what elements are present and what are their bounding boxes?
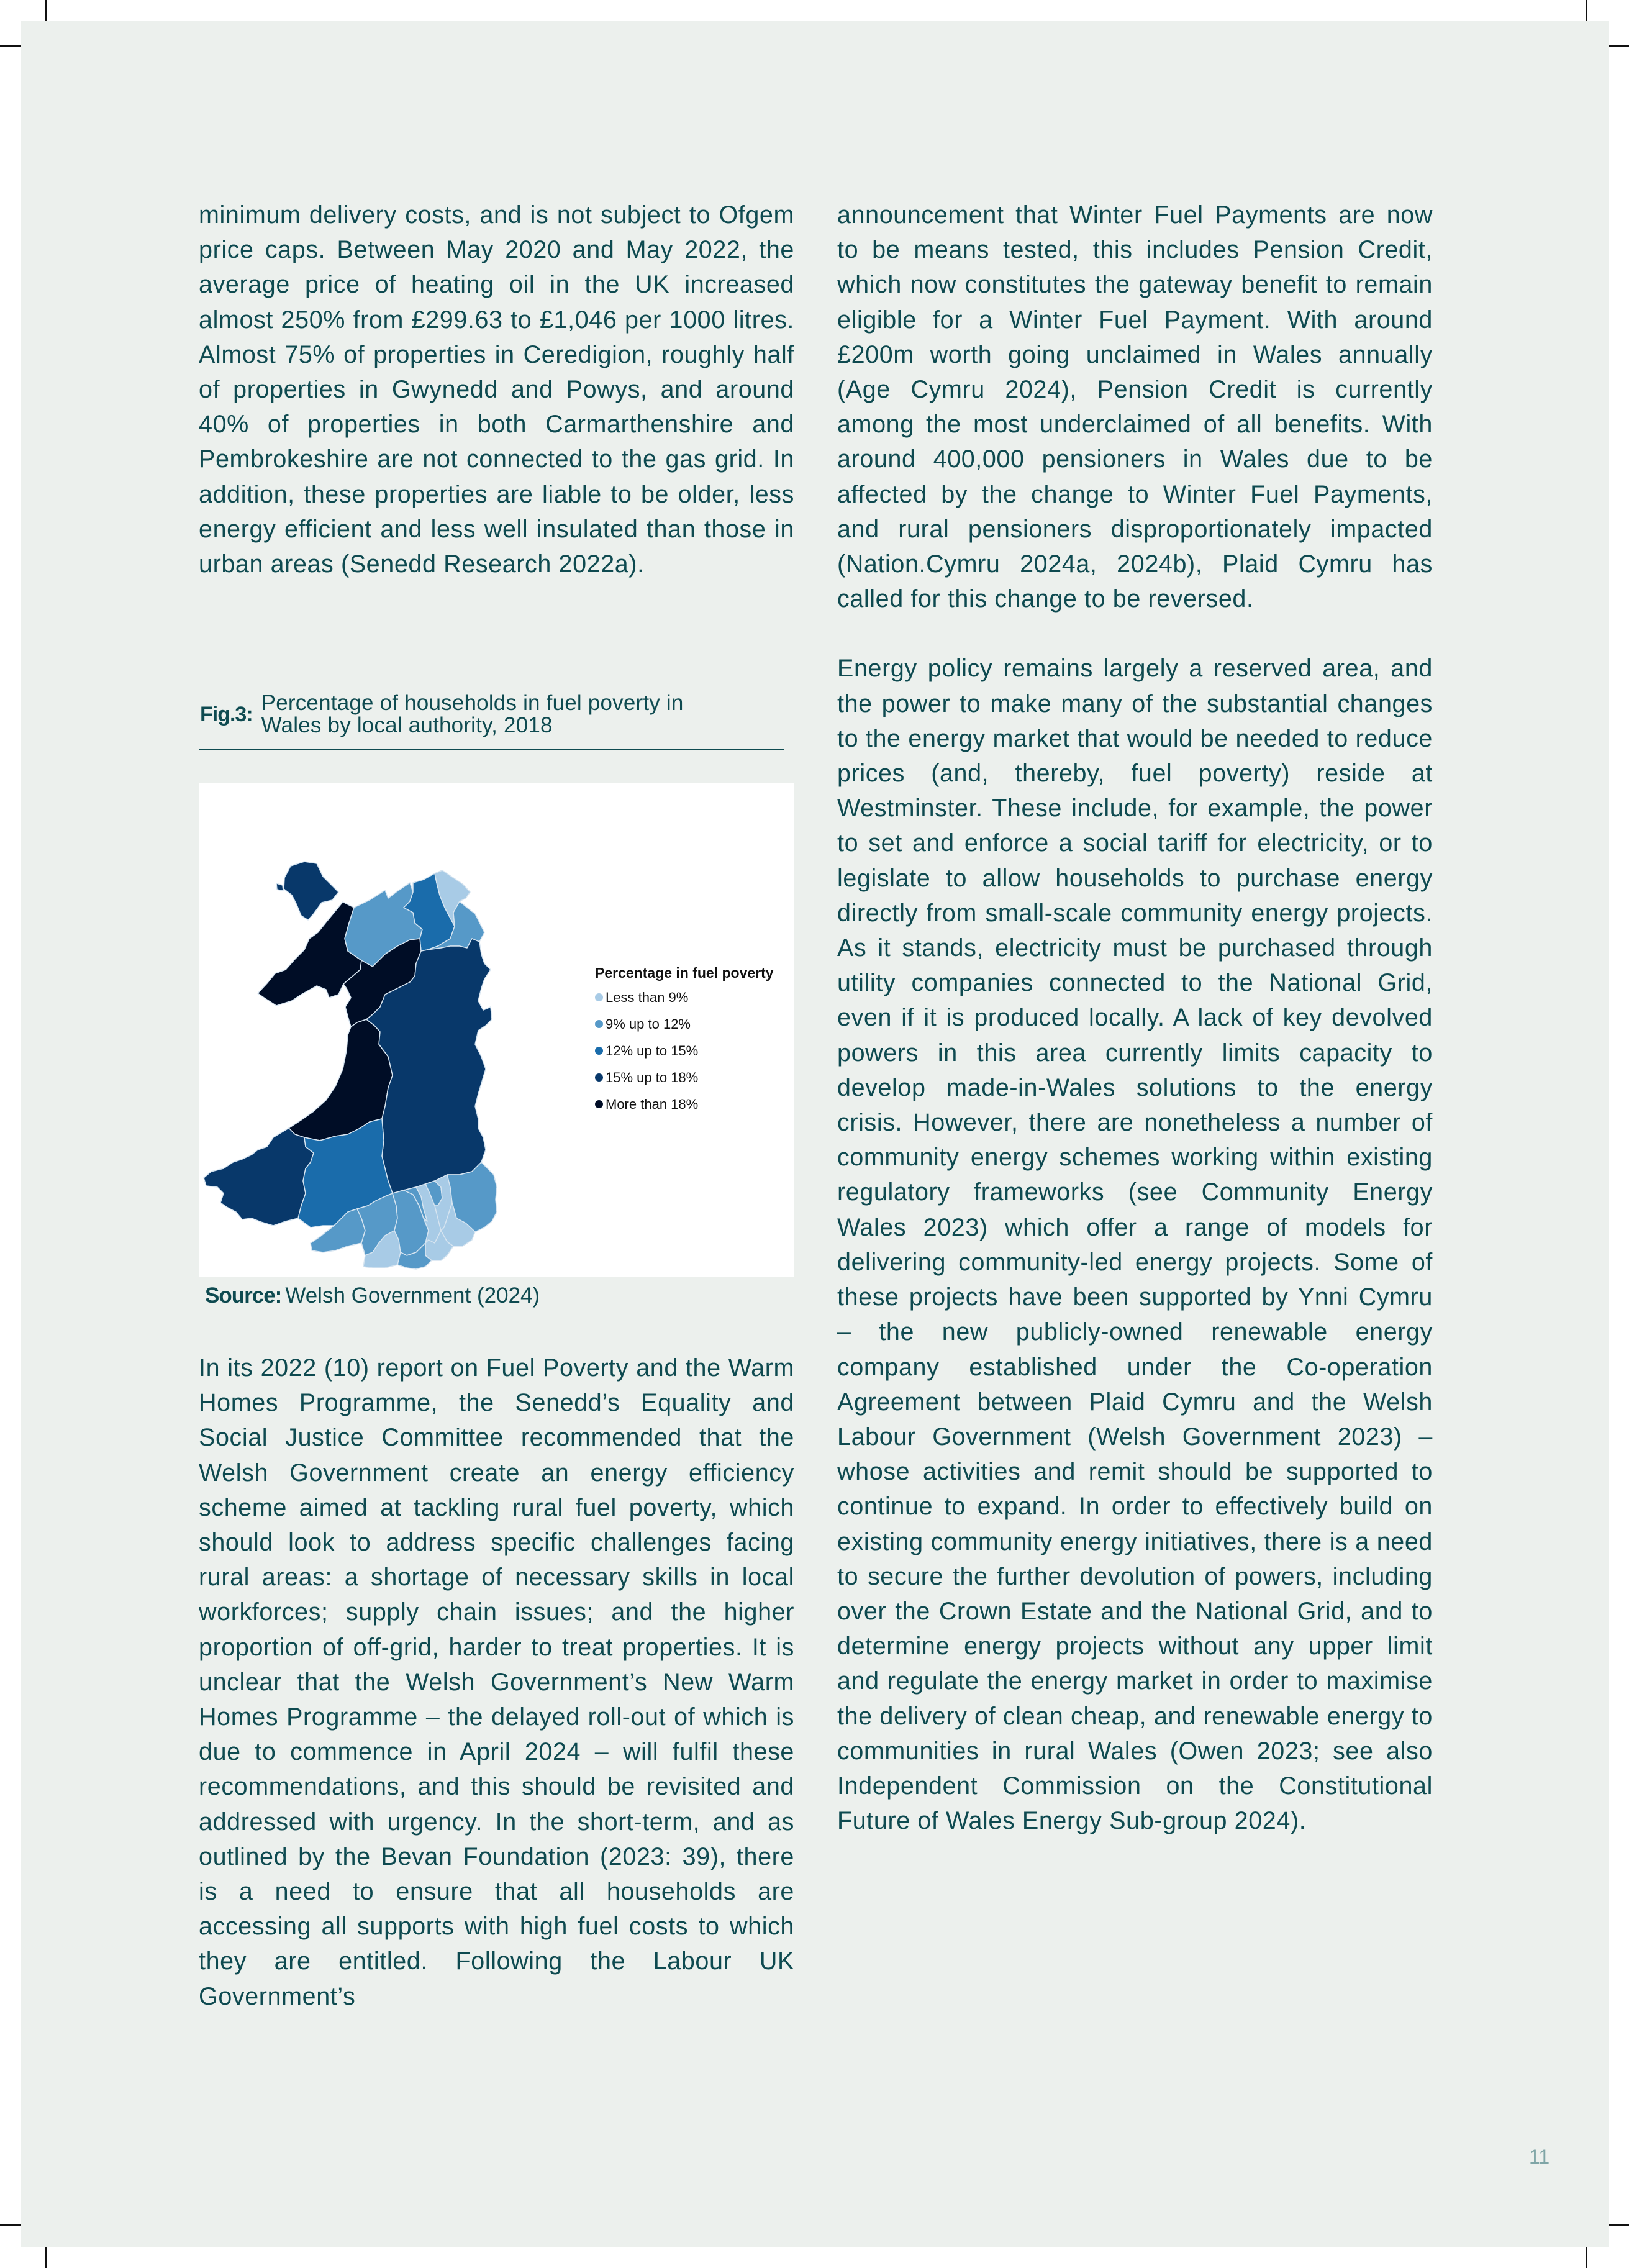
figure-divider	[199, 749, 784, 750]
crop-mark	[45, 0, 47, 21]
map-region-pembrokeshire	[204, 1128, 314, 1226]
crop-mark	[1586, 2247, 1587, 2268]
legend-label: Less than 9%	[606, 989, 689, 1005]
crop-mark	[45, 2247, 47, 2268]
legend-swatch-icon	[595, 1020, 603, 1028]
legend-label: 15% up to 18%	[606, 1069, 699, 1085]
legend-item	[595, 1064, 774, 1091]
legend-label: More than 18%	[606, 1096, 699, 1112]
legend-swatch-icon	[595, 1100, 603, 1108]
legend-item	[595, 984, 774, 1011]
legend-label: 9% up to 12%	[606, 1016, 691, 1032]
paragraph: In its 2022 (10) report on Fuel Poverty and the Warm Homes Programme, the Senedd’s Equality and Social Justice Committee recommended that the Welsh Government create an energy efficiency scheme aimed at tackling rural fuel poverty, which should look to address specific challenges facing rural areas: a shortage of necessary skills in local workforces; supply chain issues; and the higher proportion of off-grid, harder to treat properties. It is unclear that the Welsh Government’s New Warm Homes Programme – the delayed roll-out of which is due to commence in April 2024 – will fulfil these recommendations, and this should be revisited and addressed with urgency. In the short-term, and as outlined by the Bevan Foundation (2023: 39), there is a need to ensure that all households are accessing all supports with high fuel costs to which they are entitled. Following the Labour UK Government’s	[199, 1354, 794, 2010]
legend-item	[595, 1011, 774, 1037]
paragraph: announcement that Winter Fuel Payments are now to be means tested, this includes Pension Credit, which now constitutes the gateway benefit to remain eligible for a Winter Fuel Payment. With around £200m worth going unclaimed in Wales annually (Age Cymru 2024), Pension Credit is currently among the most underclaimed of all benefits. With around 400,000 pensioners in Wales due to be affected by the change to Winter Fuel Payments, and rural pensioners disproportionately impacted (Nation.Cymru 2024a, 2024b), Plaid Cymru has called for this change to be reversed.	[837, 201, 1433, 613]
crop-mark	[0, 2224, 21, 2226]
source-label: Source:	[205, 1283, 282, 1308]
figure-label: Fig.3:	[200, 702, 253, 726]
legend-swatch-icon	[595, 1047, 603, 1055]
figure-caption	[200, 692, 783, 737]
figure-title-line: Percentage of households in fuel poverty in	[261, 691, 684, 715]
map-region-anglesey	[276, 862, 338, 920]
figure-source	[205, 1283, 540, 1308]
source-text: Welsh Government (2024)	[285, 1283, 540, 1308]
crop-mark	[1609, 45, 1629, 47]
map-legend	[595, 965, 774, 1118]
figure-title	[261, 692, 684, 737]
page-number: 11	[1529, 2146, 1550, 2168]
legend-item	[595, 1037, 774, 1064]
crop-mark	[1609, 2224, 1629, 2226]
legend-item	[595, 1091, 774, 1118]
right-column	[837, 198, 1433, 1838]
figure-title-line: Wales by local authority, 2018	[261, 713, 553, 737]
paragraph: minimum delivery costs, and is not subject to Ofgem price caps. Between May 2020 and May 2022, the average price of heating oil in the UK increased almost 250% from £299.63 to £1,046 per 1000 litres. Almost 75% of properties in Ceredigion, roughly half of properties in Gwynedd and Powys, and around 40% of properties in both Carmarthenshire and Pembrokeshire are not connected to the gas grid. In addition, these properties are liable to be older, less energy efficient and less well insulated than those in urban areas (Senedd Research 2022a).	[199, 201, 794, 578]
legend-swatch-icon	[595, 1073, 603, 1082]
legend-label: 12% up to 15%	[606, 1042, 699, 1059]
legend-swatch-icon	[595, 993, 603, 1001]
left-column	[199, 198, 794, 581]
crop-mark	[0, 45, 21, 47]
figure-map-panel	[199, 783, 794, 1277]
crop-mark	[1586, 0, 1587, 21]
legend-title: Percentage in fuel poverty	[595, 965, 774, 981]
left-column-lower	[199, 1350, 794, 2014]
paragraph: Energy policy remains largely a reserved area, and the power to make many of the substantial changes to the energy market that would be needed to reduce prices (and, thereby, fuel poverty) reside at Westminster. These include, for example, the power to set and enforce a social tariff for electricity, or to legislate to allow households to purchase energy directly from small-scale community energy projects. As it stands, electricity must be purchased through utility companies connected to the National Grid, even if it is produced locally. A lack of key devolved powers in this area currently limits capacity to develop made-in-Wales solutions to the energy crisis. However, there are nonetheless a number of community energy schemes working within existing regulatory frameworks (see Community Energy Wales 2023) which offer a range of models for delivering community-led energy projects. Some of these projects have been supported by Ynni Cymru – the new publicly-owned renewable energy company established under the Co-operation Agreement between Plaid Cymru and the Welsh Labour Government (Welsh Government 2023) – whose activities and remit should be supported to continue to expand. In order to effectively build on existing community energy initiatives, there is a need to secure the further devolution of powers, including over the Crown Estate and the National Grid, and to determine energy projects without any upper limit and regulate the energy market in order to maximise the delivery of clean cheap, and renewable energy to communities in rural Wales (Owen 2023; see also Independent Commission on the Constitutional Future of Wales Energy Sub-group 2024).	[837, 655, 1433, 1835]
